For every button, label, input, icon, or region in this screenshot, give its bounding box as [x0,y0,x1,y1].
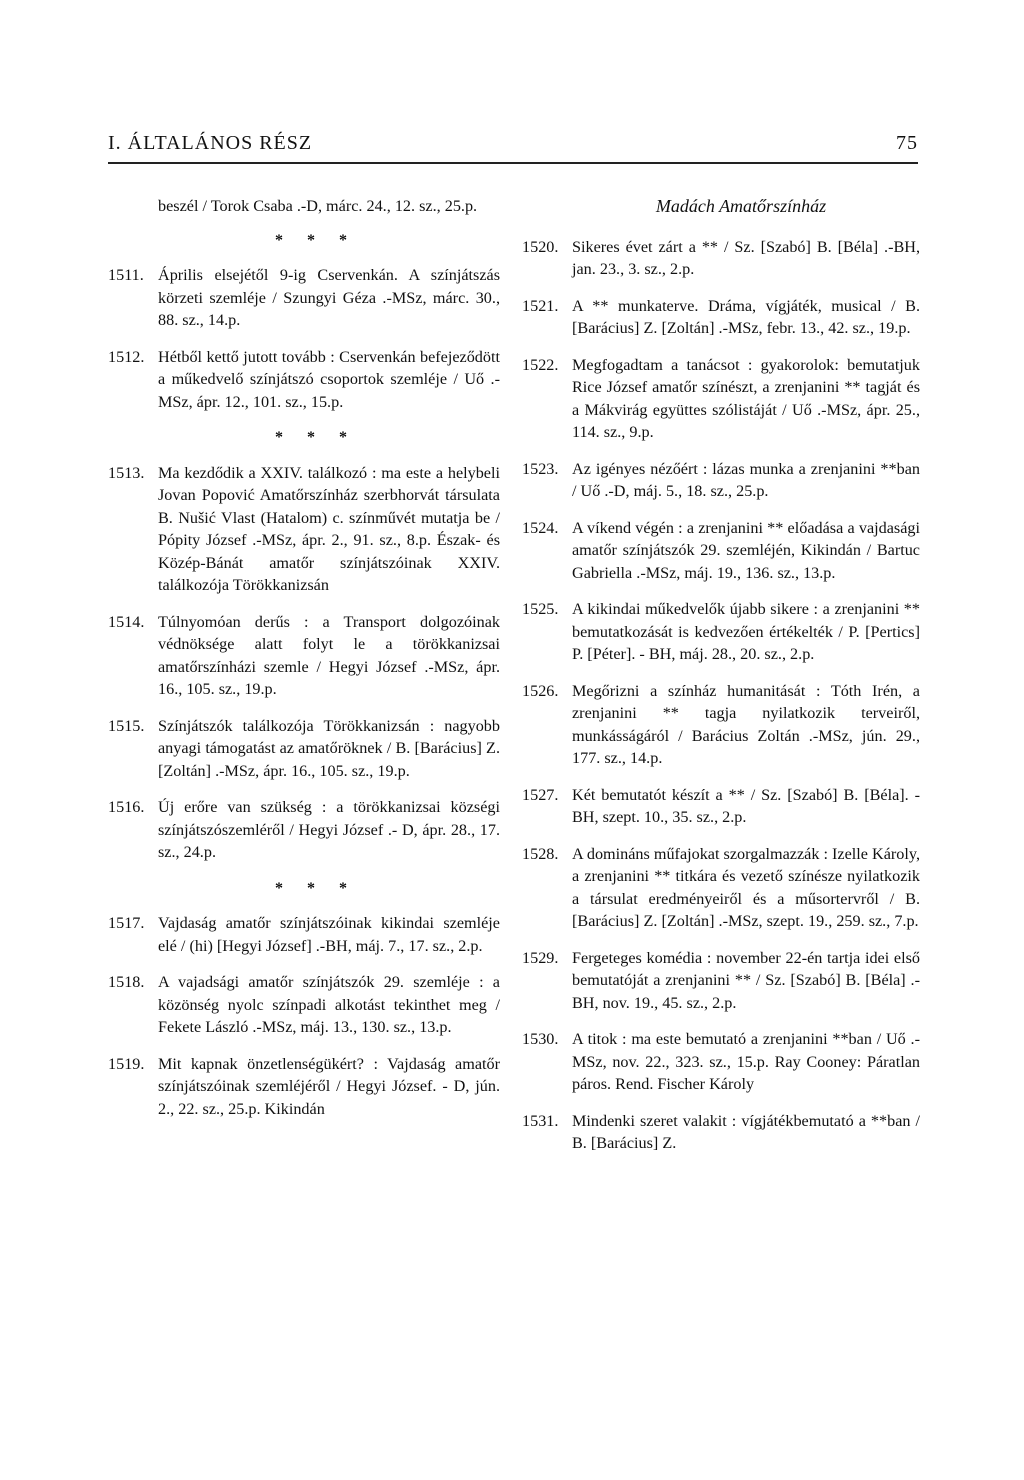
entry-text: Mit kapnak önzetlenségükért? : Vajdaság amatőr színjátszóinak szemléjéről / Hegyi József. - D, jún. 2., 22. sz., 25.p. Kikindán [158,1054,500,1118]
bibliography-entry [522,598,920,666]
entry-number: 1528. [522,844,559,863]
bibliography-entry [108,346,500,414]
bibliography-entry [522,784,920,829]
bibliography-entry [522,354,920,444]
bibliography-entry [522,236,920,281]
entry-text: Túlnyomóan derűs : a Transport dolgozóinak védnöksége alatt folyt le a törökkanizsai amatőrszínházi szemle / Hegyi József .-MSz, ápr. 16., 105. sz., 19.p. [158,612,500,698]
entry-text: A titok : ma este bemutató a zrenjanini **ban / Uő .-MSz, nov. 22., 323. sz., 15.p. Ray Cooney: Páratlan páros. Rend. Fischer Károly [572,1030,920,1093]
bibliography-entry [522,843,920,933]
bibliography-entry [522,1110,920,1155]
entry-number: 1530. [522,1030,559,1048]
section-heading: I. ÁLTALÁNOS RÉSZ [108,132,313,154]
entry-text: Mindenki szeret valakit : vígjátékbemutató a **ban / B. [Barácius] Z. [572,1111,920,1152]
entry-text: A ** munkaterve. Dráma, vígjáték, musical / B. [Barácius] Z. [Zoltán] .-MSz, febr. 13., 42. sz., 19.p. [572,296,920,337]
entry-text: Fergeteges komédia : november 22-én tartja idei első bemutatóját a zrenjanini ** / Sz. [Szabó] B. [Béla] .-BH, nov. 19., 45. sz., 2.p. [572,948,920,1012]
entry-text: A víkend végén : a zrenjanini ** előadása a vajdasági amatőr színjátszók 29. szemléjén, Kikindán / Bartuc Gabriella .-MSz, máj. 19., 136. sz., 13.p. [572,518,920,582]
entry-text: A vajadsági amatőr színjátszók 29. szemléje : a közönség nyolc színpadi alkotást tekinthet meg / Fekete László .-MSz, máj. 13., 130. sz., 13.p. [158,973,500,1036]
entry-text: Hétből kettő jutott tovább : Cservenkán befejeződött a műkedvelő színjátszó csoportok szemléje / Uő .-MSz, ápr. 12., 101. sz., 15.p. [158,347,500,411]
continuation-text: beszél / Torok Csaba .-D, márc. 24., 12. sz., 25.p. [158,197,478,215]
entry-text: A domináns műfajokat szorgalmazzák : Izelle Károly, a zrenjanini ** titkára és vezető színésze nyilatkozik a társulat eredményeiről és a műsortervről / B. [Barácius] Z. [Zoltán] .-MSz, szept. 19., 259. sz., 7.p. [572,844,920,930]
entry-number: 1511. [108,266,144,284]
left-column [108,195,500,1134]
bibliography-entry [108,796,500,864]
bibliography-entry [108,462,500,597]
entry-number: 1512. [108,347,145,366]
entry-text: Ma kezdődik a XXIV. találkozó : ma este a helybeli Jovan Popović Amatőrszínház szerbhorvát társulata B. Nušić Vlast (Hatalom) c. színművét mutatja be / Pópity József .-MSz, ápr. 2., 91. sz., 8.p. Észak- és Közép-Bánát amatőr színjátszóinak XXIV. találkozója Törökkanizsán [158,463,500,594]
subsection-title: Madách Amatőrszínház [655,196,827,216]
separator: * * * [275,429,357,446]
right-column [522,195,920,1169]
entry-number: 1518. [108,973,145,991]
entry-number: 1514. [108,612,145,631]
entry-number: 1517. [108,914,145,932]
bibliography-entry [108,264,500,332]
entry-number: 1513. [108,463,145,482]
separator: * * * [275,879,357,897]
bibliography-entry [522,517,920,585]
entry-number: 1521. [522,296,559,315]
entry-number: 1516. [108,798,145,816]
bibliography-entry [108,971,500,1039]
entry-text: Új erőre van szükség : a törökkanizsai községi színjátszószemléről / Hegyi József .- D, ápr. 28., 17. sz., 24.p. [158,798,500,861]
bibliography-entry [522,1028,920,1096]
entry-text: Vajdaság amatőr színjátszóinak kikindai szemléje elé / (hi) [Hegyi József] .-BH, máj. 7., 17. sz., 2.p. [158,914,500,955]
bibliography-entry [522,680,920,770]
bibliography-entry [108,912,500,957]
entry-number: 1524. [522,518,559,537]
entry-text: Április elsejétől 9-ig Cservenkán. A színjátszás körzeti szemléje / Szungyi Géza .-MSz, márc. 30., 88. sz., 14.p. [158,266,500,329]
bibliography-entry [522,295,920,340]
entry-text: Két bemutatót készít a ** / Sz. [Szabó] B. [Béla]. - BH, szept. 10., 35. sz., 2.p. [572,785,920,826]
bibliography-entry [108,611,500,701]
entry-text: Az igényes nézőért : lázas munka a zrenjanini **ban / Uő .-D, máj. 5., 18. sz., 25.p. [572,459,920,500]
entry-text: A kikindai műkedvelők újabb sikere : a zrenjanini ** bemutatkozását is kedvezően értékelték / P. [Pertics] P. [Péter]. - BH, máj. 28., 20. sz., 2.p. [572,600,920,663]
entry-number: 1523. [522,459,559,478]
page-number: 75 [896,132,918,154]
entry-number: 1525. [522,600,559,618]
bibliography-entry [108,715,500,783]
bibliography-entry [522,947,920,1015]
entry-number: 1531. [522,1111,559,1130]
entry-text: Megfogadtam a tanácsot : gyakorolok: bemutatjuk Rice József amatőr színészt, a zrenjanini ** tagját és a Mákvirág együttes szólistáját / Uő .-MSz, ápr. 25., 114. sz., 9.p. [572,355,920,441]
entry-number: 1529. [522,948,559,967]
entry-number: 1515. [108,716,145,735]
bibliography-entry [108,1053,500,1121]
bibliography-entry [522,458,920,503]
entry-text: Megőrizni a színház humanitását : Tóth Irén, a zrenjanini ** tagja nyilatkozik terveiről, munkásságáról / Barácius Zoltán .-MSz, jún. 29., 177. sz., 14.p. [572,681,920,767]
entry-number: 1526. [522,681,559,700]
entry-text: Sikeres évet zárt a ** / Sz. [Szabó] B. [Béla] .-BH, jan. 23., 3. sz., 2.p. [572,237,920,278]
separator: * * * [275,231,357,249]
entry-number: 1527. [522,785,559,804]
page-header [108,132,918,164]
entry-number: 1519. [108,1054,145,1073]
entry-number: 1520. [522,237,559,256]
entry-text: Színjátszók találkozója Törökkanizsán : nagyobb anyagi támogatást az amatőröknek / B. [Barácius] Z. [Zoltán] .-MSz, ápr. 16., 105. sz., 19.p. [158,716,500,780]
entry-number: 1522. [522,355,559,374]
